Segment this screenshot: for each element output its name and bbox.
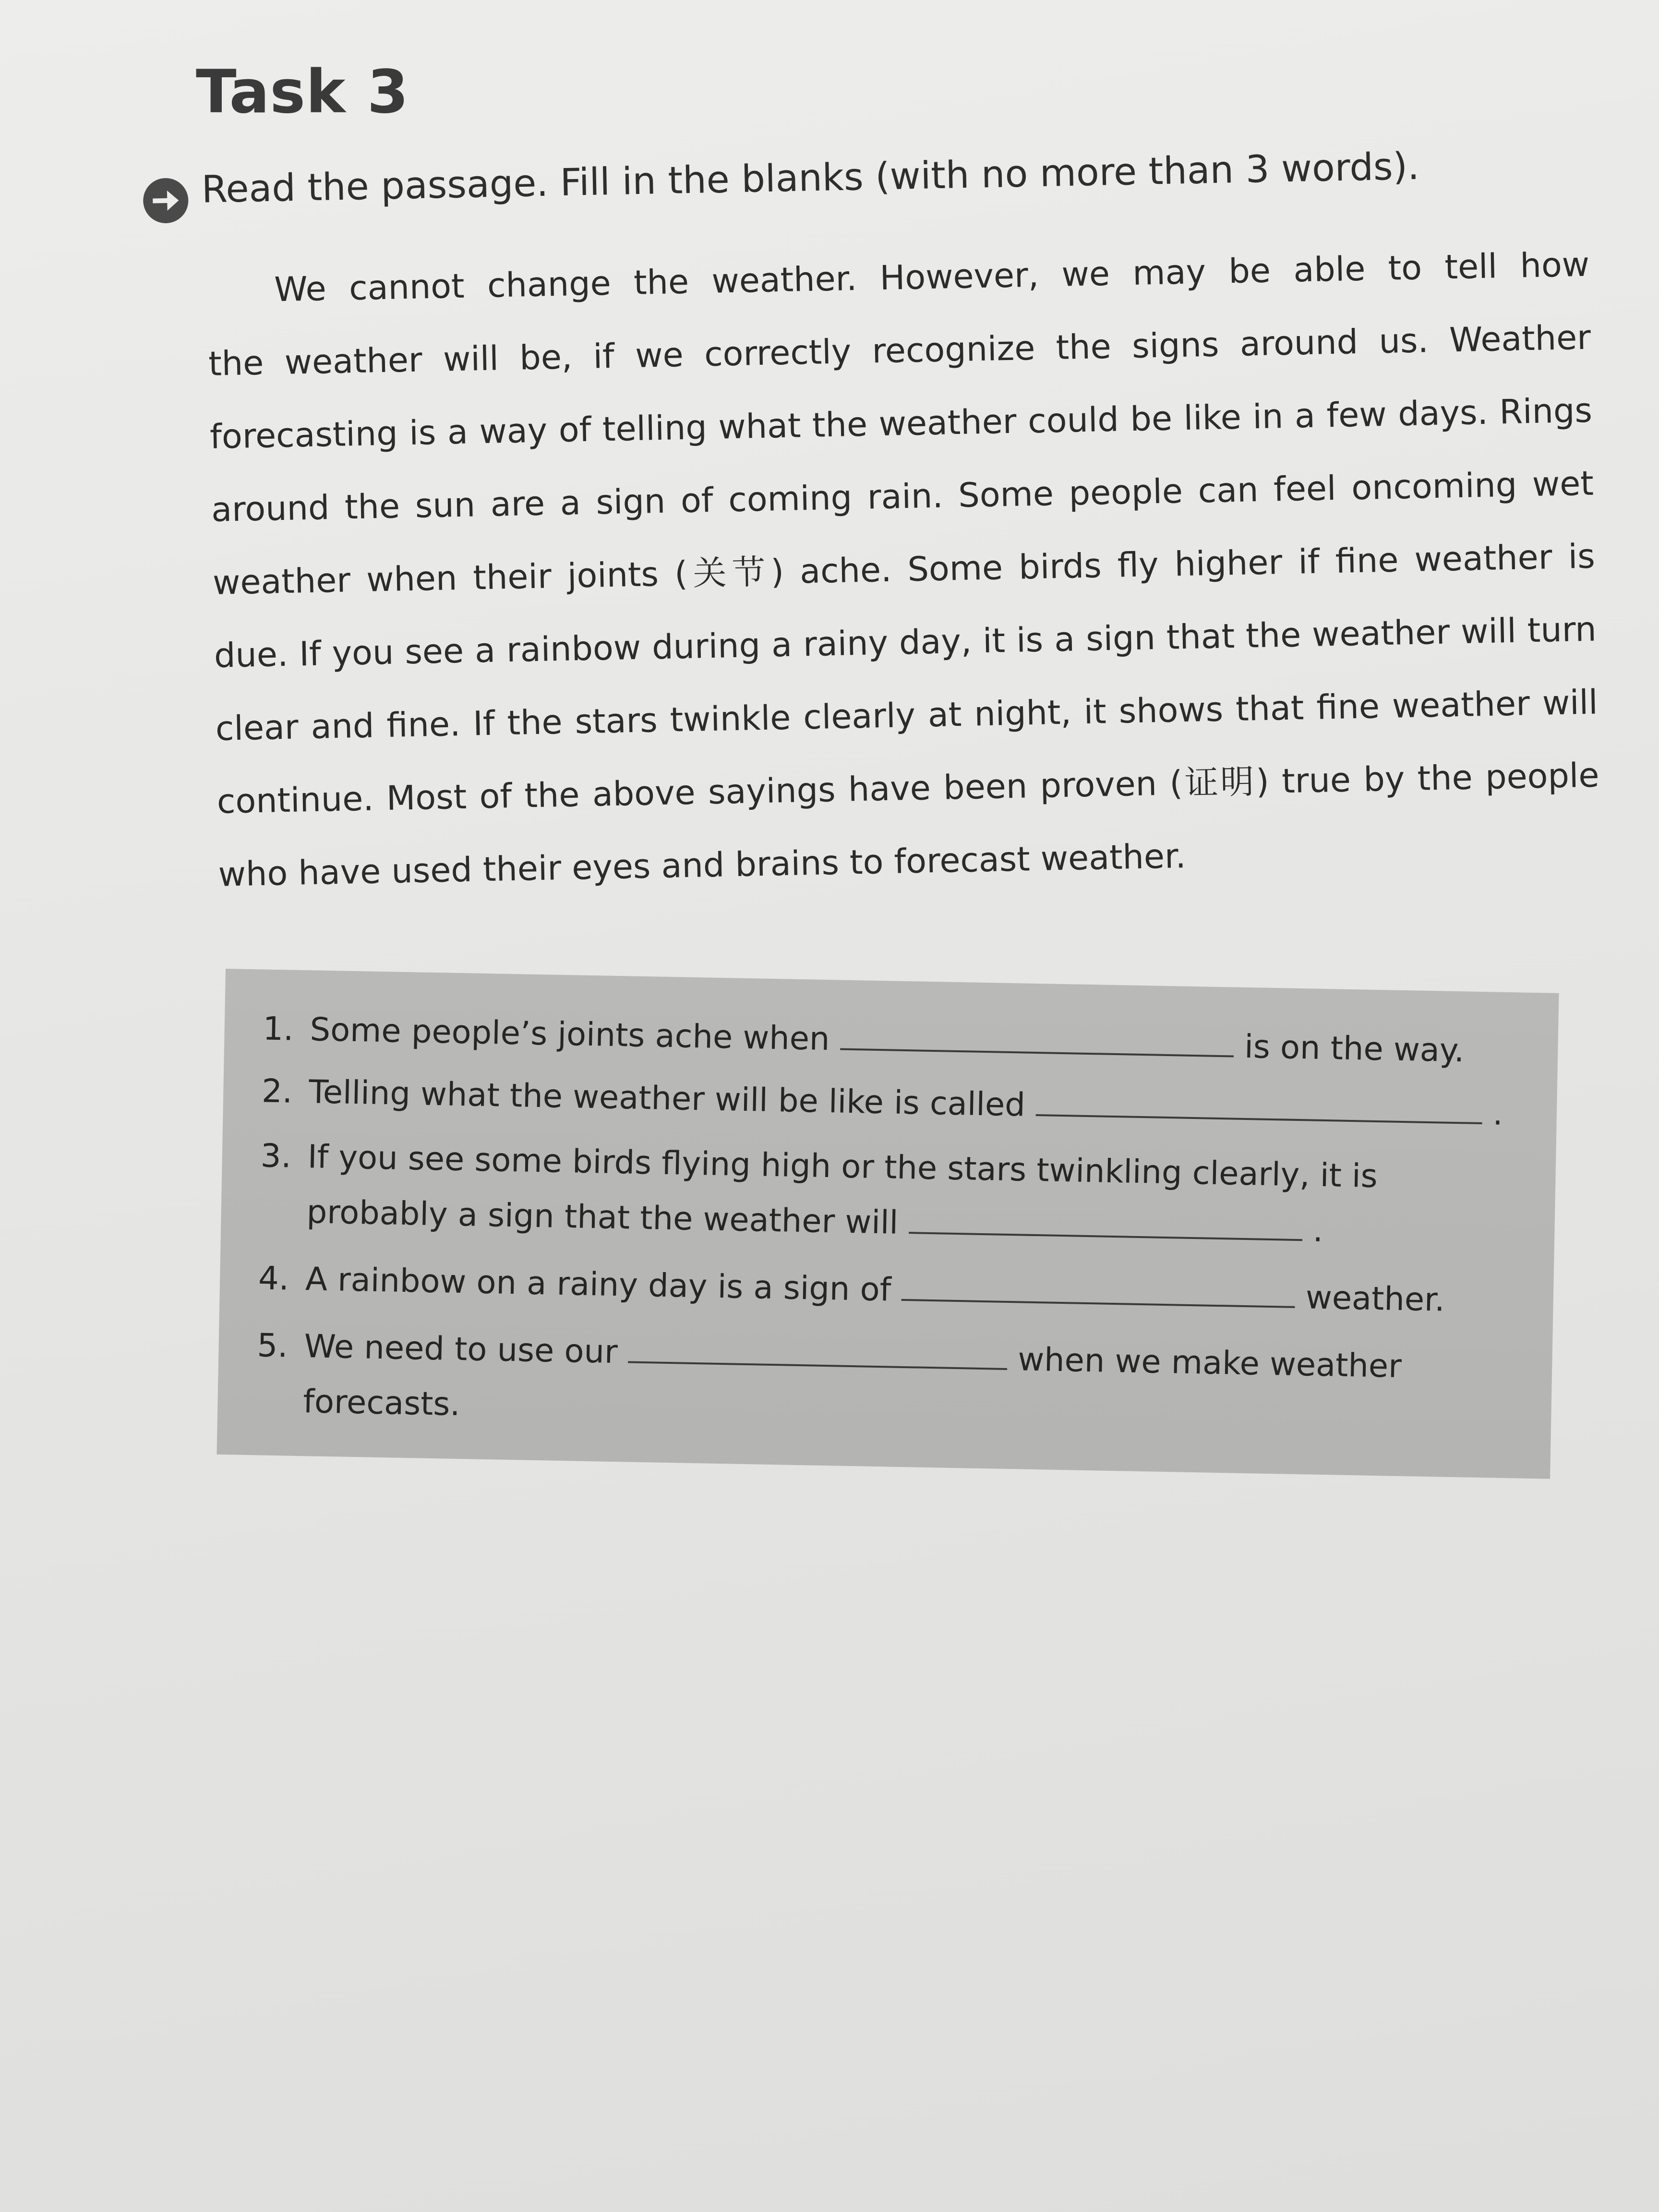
- question-number: 4.: [258, 1259, 289, 1298]
- arrow-right-icon: [143, 178, 189, 224]
- answer-blank-2[interactable]: [1035, 1087, 1482, 1124]
- question-text-after: weather.: [1305, 1278, 1445, 1319]
- answer-blank-4[interactable]: [902, 1272, 1296, 1308]
- answer-blank-3[interactable]: [909, 1205, 1303, 1241]
- passage-line: due. If you see a rainbow during a rainy day, it is a sign that the weather will turn: [214, 609, 1597, 675]
- question-text-after: when we make weather: [1017, 1340, 1402, 1385]
- question-number: 3.: [260, 1137, 292, 1175]
- question-1: [263, 1008, 1465, 1071]
- question-3-continued: [306, 1191, 1323, 1251]
- passage-line: continue. Most of the above sayings have been proven (证明) true by the people: [216, 755, 1600, 821]
- question-4: [258, 1257, 1445, 1321]
- passage-line: We cannot change the weather. However, we may be able to tell how: [274, 244, 1590, 310]
- task-title: Task 3: [196, 58, 409, 127]
- question-text: Telling what the weather will be like is called: [308, 1073, 1026, 1124]
- instruction-text: Read the passage. Fill in the blanks (with no more than 3 words).: [201, 144, 1420, 212]
- question-text: forecasts.: [302, 1382, 461, 1423]
- question-text: Some people’s joints ache when: [310, 1010, 830, 1058]
- answer-blank-5[interactable]: [628, 1334, 1008, 1370]
- answer-blank-1[interactable]: [840, 1021, 1234, 1057]
- question-number: 5.: [256, 1326, 289, 1365]
- reading-passage: [206, 228, 1601, 911]
- question-2: [262, 1070, 1503, 1134]
- question-text: If you see some birds flying high or the stars twinkling clearly, it is: [307, 1138, 1378, 1195]
- question-text: We need to use our: [303, 1327, 618, 1371]
- question-text-after: is on the way.: [1244, 1027, 1465, 1070]
- question-text-after: .: [1492, 1094, 1503, 1132]
- question-text: probably a sign that the weather will: [306, 1193, 899, 1241]
- passage-line: weather when their joints (关节) ache. Some birds fly higher if fine weather is: [212, 536, 1596, 602]
- question-text: A rainbow on a rainy day is a sign of: [305, 1260, 891, 1309]
- passage-line: who have used their eyes and brains to forecast weather.: [218, 836, 1187, 894]
- question-number: 1.: [263, 1010, 294, 1048]
- instruction-row: [139, 116, 1581, 230]
- passage-line: around the sun are a sign of coming rain. Some people can feel oncoming wet: [211, 463, 1594, 529]
- passage-line: forecasting is a way of telling what the weather could be like in a few days. Rings: [209, 390, 1593, 457]
- question-text-after: .: [1312, 1211, 1324, 1249]
- question-5-continued: [303, 1381, 461, 1425]
- question-3: [260, 1135, 1378, 1197]
- fill-in-blanks-box: [216, 969, 1559, 1479]
- question-5: [257, 1324, 1402, 1387]
- passage-line: clear and fine. If the stars twinkle clearly at night, it shows that fine weather will: [215, 682, 1599, 748]
- passage-line: the weather will be, if we correctly recognize the signs around us. Weather: [208, 317, 1591, 384]
- question-number: 2.: [261, 1072, 293, 1110]
